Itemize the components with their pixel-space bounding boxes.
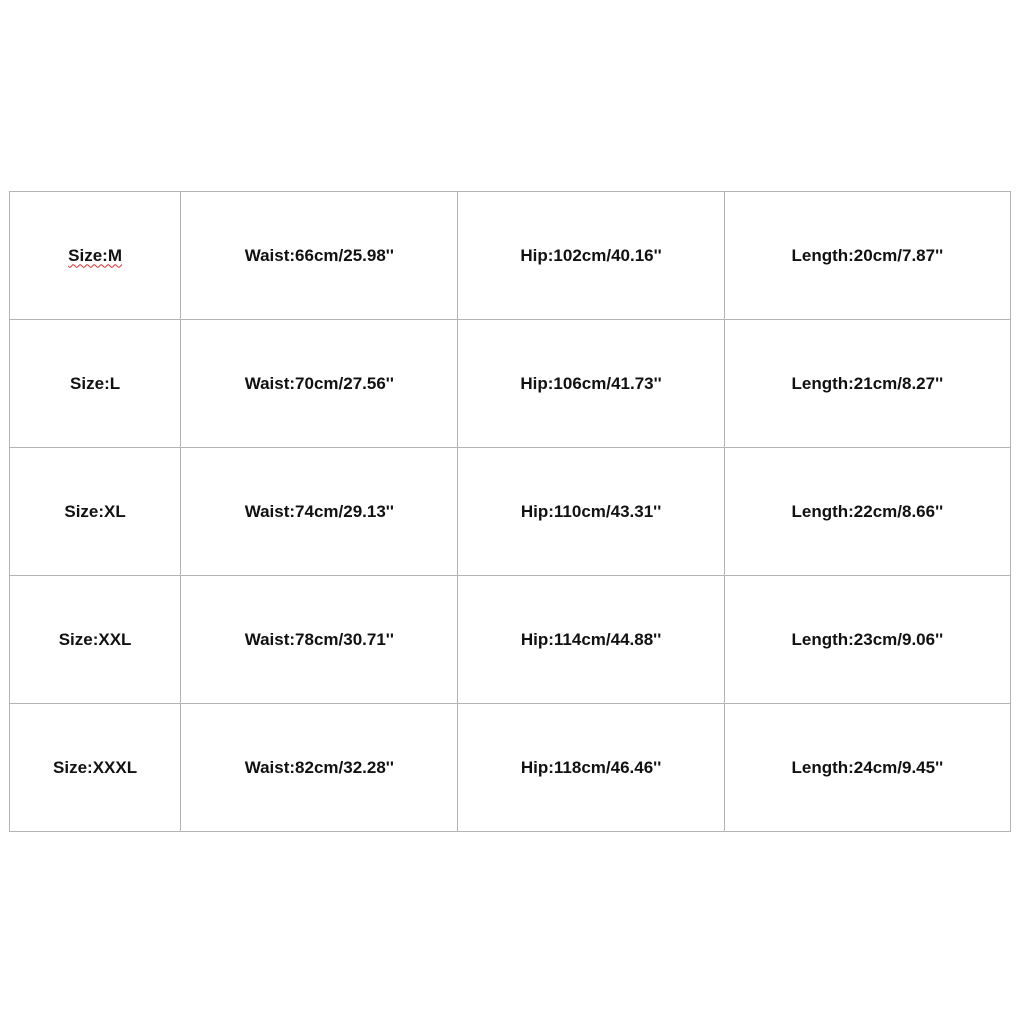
table-row [10,320,1011,448]
size-cell: Size:XL [10,448,181,576]
hip-cell: Hip:114cm/44.88'' [458,576,724,704]
hip-cell: Hip:106cm/41.73'' [458,320,724,448]
length-cell: Length:23cm/9.06'' [724,576,1010,704]
waist-cell: Waist:82cm/32.28'' [181,704,458,832]
size-chart-table [9,191,1011,832]
length-cell: Length:24cm/9.45'' [724,704,1010,832]
size-cell: Size:XXXL [10,704,181,832]
table-row [10,448,1011,576]
size-cell: Size:XXL [10,576,181,704]
length-cell: Length:20cm/7.87'' [724,192,1010,320]
length-cell: Length:21cm/8.27'' [724,320,1010,448]
hip-cell: Hip:110cm/43.31'' [458,448,724,576]
table-row [10,704,1011,832]
waist-cell: Waist:74cm/29.13'' [181,448,458,576]
hip-cell: Hip:102cm/40.16'' [458,192,724,320]
waist-cell: Waist:70cm/27.56'' [181,320,458,448]
size-cell: Size:L [10,320,181,448]
size-cell [10,192,181,320]
table-row [10,576,1011,704]
waist-cell: Waist:66cm/25.98'' [181,192,458,320]
table-row [10,192,1011,320]
length-cell: Length:22cm/8.66'' [724,448,1010,576]
hip-cell: Hip:118cm/46.46'' [458,704,724,832]
size-label: Size:M [68,245,122,265]
waist-cell: Waist:78cm/30.71'' [181,576,458,704]
